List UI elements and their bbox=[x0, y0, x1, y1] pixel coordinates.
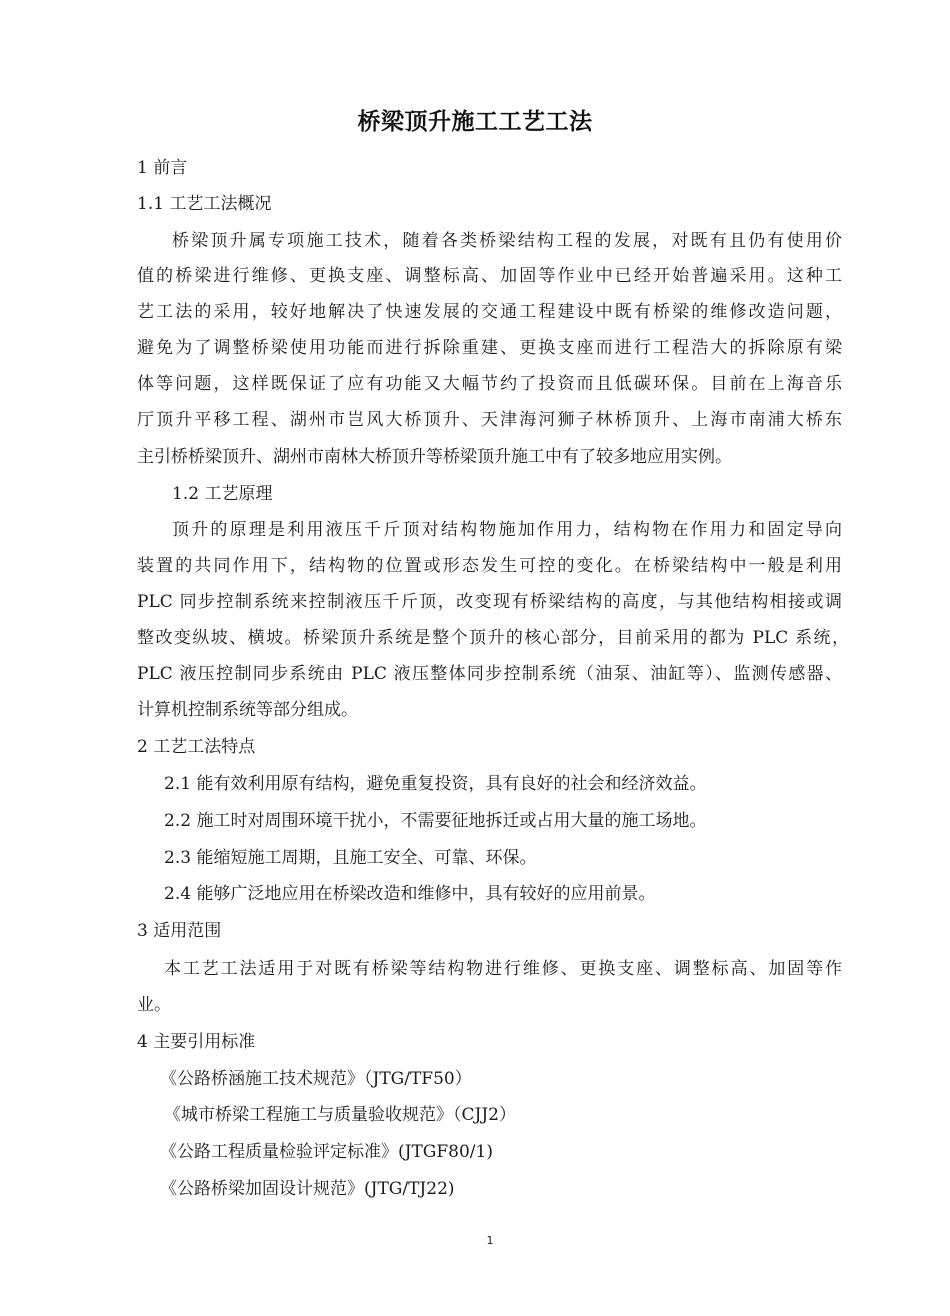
list-item: 2.2 施工时对周围环境干扰小，不需要征地拆迁或占用大量的施工场地。 bbox=[164, 811, 707, 831]
paragraph-line: PLC 同步控制系统来控制液压千斤顶，改变现有桥梁结构的高度，与其他结构相接或调 bbox=[137, 592, 842, 612]
standard-reference: 《公路桥涵施工技术规范》（JTG/TF50） bbox=[160, 1069, 472, 1089]
paragraph-line: 整改变纵坡、横坡。桥梁顶升系统是整个顶升的核心部分，目前采用的都为 PLC 系统， bbox=[137, 628, 849, 648]
paragraph-line: 艺工法的采用，较好地解决了快速发展的交通工程建设中既有桥梁的维修改造问题， bbox=[137, 302, 842, 322]
paragraph-line: 厅顶升平移工程、湖州市岂风大桥顶升、天津海河狮子林桥顶升、上海市南浦大桥东 bbox=[137, 410, 842, 430]
standard-reference: 《公路桥梁加固设计规范》(JTG/TJ22) bbox=[160, 1179, 455, 1199]
paragraph-line: 业。 bbox=[137, 995, 171, 1015]
standard-reference: 《城市桥梁工程施工与质量验收规范》（CJJ2） bbox=[164, 1105, 516, 1125]
subsection-heading-1-2: 1.2 工艺原理 bbox=[172, 484, 273, 504]
standard-reference: 《公路工程质量检验评定标准》(JTGF80/1) bbox=[160, 1142, 493, 1162]
paragraph-line: 值的桥梁进行维修、更换支座、调整标高、加固等作业中已经开始普遍采用。这种工 bbox=[137, 266, 842, 286]
paragraph-line: 本工艺工法适用于对既有桥梁等结构物进行维修、更换支座、调整标高、加固等作 bbox=[164, 959, 842, 979]
section-heading-3: 3 适用范围 bbox=[137, 921, 222, 941]
paragraph-line: 避免为了调整桥梁使用功能而进行拆除重建、更换支座而进行工程浩大的拆除原有梁 bbox=[137, 338, 842, 358]
list-item: 2.3 能缩短施工周期，且施工安全、可靠、环保。 bbox=[164, 848, 537, 868]
paragraph-line: 计算机控制系统等部分组成。 bbox=[137, 700, 358, 720]
paragraph-line: 桥梁顶升属专项施工技术，随着各类桥梁结构工程的发展，对既有且仍有使用价 bbox=[172, 231, 842, 251]
paragraph-line: PLC 液压控制同步系统由 PLC 液压整体同步控制系统（油泵、油缸等）、监测传感器、 bbox=[137, 664, 842, 684]
page-title: 桥梁顶升施工工艺工法 bbox=[357, 109, 593, 135]
section-heading-2: 2 工艺工法特点 bbox=[137, 737, 256, 757]
paragraph-line: 装置的共同作用下，结构物的位置或形态发生可控的变化。在桥梁结构中一般是利用 bbox=[137, 556, 842, 576]
subsection-heading-1-1: 1.1 工艺工法概况 bbox=[137, 194, 272, 214]
page-number: 1 bbox=[486, 1234, 494, 1247]
paragraph-line: 体等问题，这样既保证了应有功能又大幅节约了投资而且低碳环保。目前在上海音乐 bbox=[137, 374, 842, 394]
section-heading-4: 4 主要引用标准 bbox=[137, 1032, 256, 1052]
section-heading-1: 1 前言 bbox=[137, 158, 188, 178]
list-item: 2.1 能有效利用原有结构，避免重复投资，具有良好的社会和经济效益。 bbox=[164, 774, 707, 794]
paragraph-line: 顶升的原理是利用液压千斤顶对结构物施加作用力，结构物在作用力和固定导向 bbox=[172, 520, 842, 540]
list-item: 2.4 能够广泛地应用在桥梁改造和维修中，具有较好的应用前景。 bbox=[164, 884, 656, 904]
paragraph-line: 主引桥桥梁顶升、湖州市南林大桥顶升等桥梁顶升施工中有了较多地应用实例。 bbox=[137, 447, 732, 467]
